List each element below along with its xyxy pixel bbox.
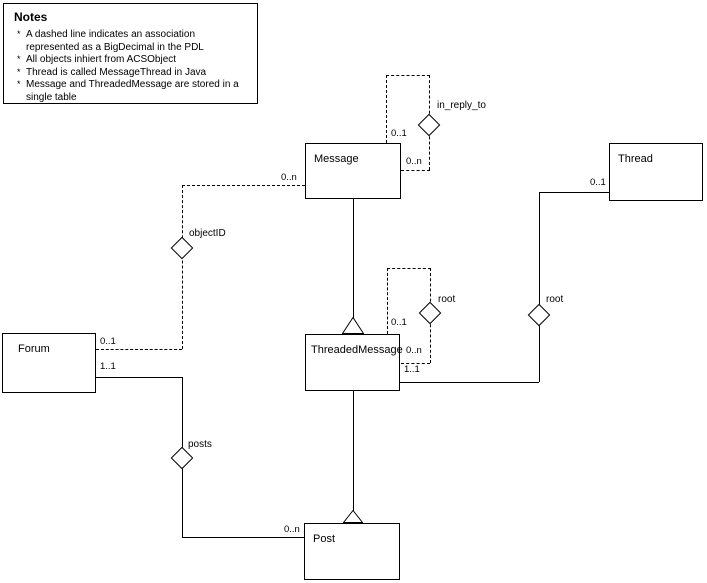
in-reply-to-diamond-icon	[418, 114, 441, 137]
object-id-line-segment	[96, 349, 182, 350]
in-reply-to-line-segment	[386, 75, 387, 143]
generalization-line-message-threadedmessage	[353, 199, 354, 318]
note-item	[14, 29, 249, 54]
posts-line-segment	[96, 377, 182, 378]
object-id-line-segment	[182, 185, 183, 349]
in-reply-to-association-label: in_reply_to	[437, 100, 486, 111]
root-self-association-label: root	[438, 294, 456, 305]
root-thread-association-label: root	[546, 294, 564, 305]
note-text: A dashed line indicates an association represented as a BigDecimal in the PDL	[26, 29, 204, 53]
bullet-icon: *	[17, 79, 21, 89]
root-thread-line-segment	[539, 192, 609, 193]
object-id-line-segment	[182, 185, 305, 186]
note-text: Thread is called MessageThread in Java	[26, 66, 207, 78]
entity-label: Forum	[18, 343, 50, 355]
root-self-line-segment	[387, 268, 388, 334]
root-self-multiplicity: 0..1	[391, 317, 407, 328]
entity-box-threaded-message	[305, 334, 403, 391]
entity-label: Thread	[618, 153, 653, 165]
entity-label: Post	[313, 533, 336, 545]
entity-box-post	[304, 523, 400, 580]
notes-title: Notes	[14, 10, 48, 24]
object-id-multiplicity: 0..n	[281, 172, 297, 183]
root-self-multiplicity: 0..n	[406, 345, 422, 356]
root-thread-multiplicity: 1..1	[404, 364, 420, 375]
root-self-line-segment	[387, 268, 431, 269]
note-item	[14, 54, 249, 67]
root-thread-multiplicity: 0..1	[590, 177, 606, 188]
note-text: Message and ThreadedMessage are stored in a single table	[26, 79, 239, 103]
entity-label: Message	[314, 153, 359, 165]
note-item	[14, 67, 249, 80]
in-reply-to-line-segment	[401, 170, 430, 171]
bullet-icon: *	[17, 54, 21, 64]
posts-multiplicity: 1..1	[100, 361, 116, 372]
in-reply-to-multiplicity: 0..1	[391, 128, 407, 139]
object-id-diamond-icon	[171, 237, 194, 260]
entity-box-thread	[609, 143, 703, 201]
entity-box-message	[305, 143, 401, 199]
object-id-association-label: objectID	[189, 228, 226, 239]
posts-line-segment	[182, 537, 304, 538]
root-self-diamond-icon	[419, 302, 442, 325]
posts-association-label: posts	[188, 439, 212, 450]
bullet-icon: *	[17, 29, 21, 39]
in-reply-to-line-segment	[386, 75, 430, 76]
note-text: All objects inhiert from ACSObject	[26, 54, 177, 65]
posts-diamond-icon	[171, 447, 194, 470]
root-thread-diamond-icon	[528, 304, 551, 327]
in-reply-to-multiplicity: 0..n	[406, 156, 422, 167]
root-thread-line-segment	[539, 192, 540, 382]
bullet-icon: *	[17, 66, 21, 77]
notes-box	[3, 3, 258, 104]
posts-multiplicity: 0..n	[284, 524, 300, 535]
object-id-multiplicity: 0..1	[100, 336, 116, 347]
note-item	[14, 79, 249, 104]
entity-label: ThreadedMessage	[311, 344, 403, 356]
entity-box-forum	[2, 333, 96, 393]
root-thread-line-segment	[400, 382, 539, 383]
generalization-line-threadedmessage-post	[353, 391, 354, 511]
